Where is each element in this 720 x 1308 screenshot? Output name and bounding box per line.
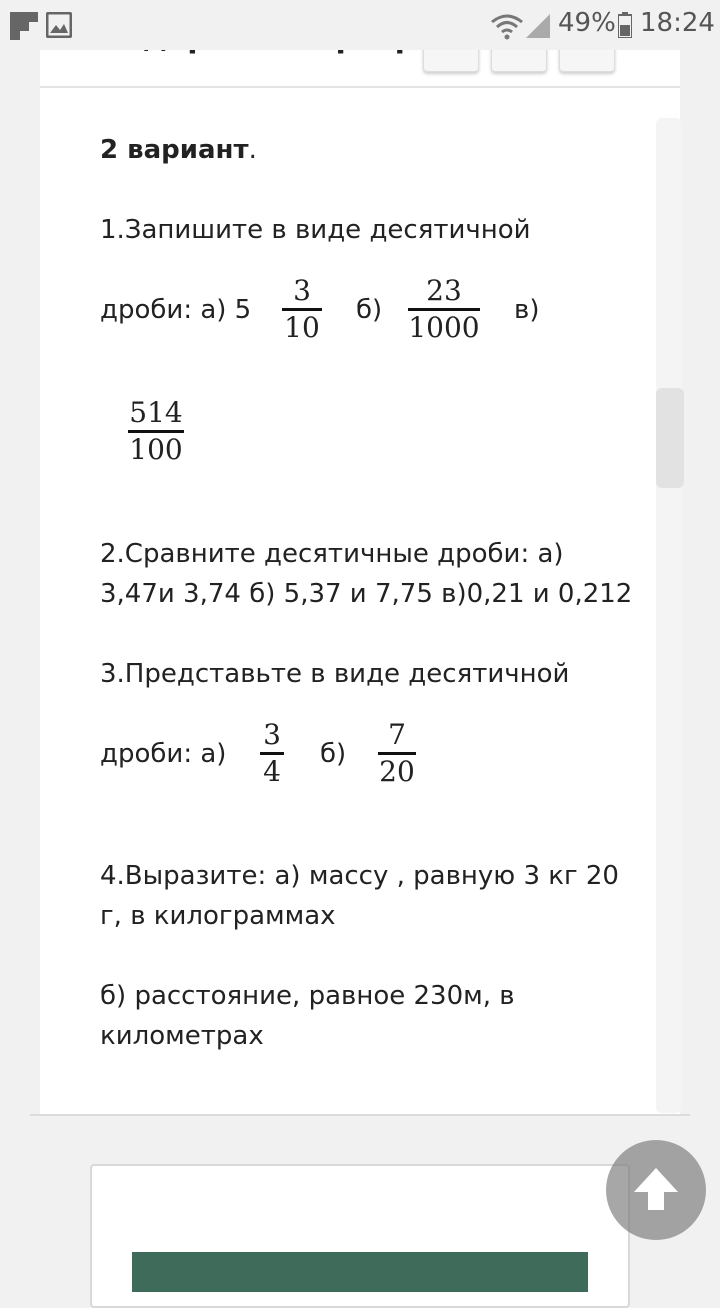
fraction-denominator: 20 <box>379 755 415 788</box>
task4-line4: километрах <box>100 1021 264 1051</box>
task1-fraction-b <box>408 274 480 345</box>
scrollbar-thumb[interactable] <box>656 388 684 488</box>
fraction-denominator: 100 <box>129 433 183 466</box>
task4-line3: б) расстояние, равное 230м, в <box>100 981 515 1011</box>
fraction-numerator: 3 <box>263 718 281 751</box>
content-card <box>40 0 680 1115</box>
task4-line2: г, в килограммах <box>100 901 336 931</box>
fraction-denominator: 4 <box>263 755 281 788</box>
fraction-numerator: 514 <box>129 396 183 429</box>
task3-line2-prefix: дроби: а) <box>100 739 227 769</box>
task1-b-label: б) <box>356 295 383 325</box>
variant-heading-line <box>100 130 257 170</box>
fraction-denominator: 1000 <box>408 311 480 344</box>
flipboard-icon <box>10 12 38 40</box>
chalkboard-image <box>132 1252 588 1292</box>
task1-line2-prefix: дроби: а) 5 <box>100 295 252 325</box>
status-bar <box>0 0 720 50</box>
wifi-icon <box>490 14 524 40</box>
fraction-numerator: 23 <box>426 274 462 307</box>
task2-line2: 3,47и 3,74 б) 5,37 и 7,75 в)0,21 и 0,212 <box>100 579 633 609</box>
task3-fraction-a <box>260 718 284 789</box>
scroll-to-top-button[interactable] <box>606 1140 706 1240</box>
gallery-icon <box>46 12 72 38</box>
arrow-up-icon <box>606 1140 706 1240</box>
task3-fraction-b <box>378 718 416 789</box>
task3-line1: 3.Представьте в виде десятичной <box>100 659 570 689</box>
task1-line1: 1.Запишите в виде десятичной <box>100 215 531 245</box>
variant-heading-dot: . <box>248 135 257 165</box>
scrollbar-track[interactable] <box>656 118 682 1113</box>
task3-b-label: б) <box>320 739 347 769</box>
battery-percent: 49% <box>558 8 616 38</box>
task1-fraction-c <box>128 396 184 467</box>
variant-heading: 2 вариант <box>100 135 249 165</box>
fraction-denominator: 10 <box>284 311 320 344</box>
battery-icon <box>618 12 632 38</box>
signal-icon <box>526 14 550 38</box>
task1-c-label: в) <box>514 295 540 325</box>
section-divider <box>30 1114 690 1116</box>
clock: 18:24 <box>640 8 715 38</box>
fraction-numerator: 7 <box>388 718 406 751</box>
task1-fraction-a <box>282 274 322 345</box>
task4-line1: 4.Выразите: а) массу , равную 3 кг 20 <box>100 861 619 891</box>
task2-line1: 2.Сравните десятичные дроби: а) <box>100 539 564 569</box>
fraction-numerator: 3 <box>293 274 311 307</box>
